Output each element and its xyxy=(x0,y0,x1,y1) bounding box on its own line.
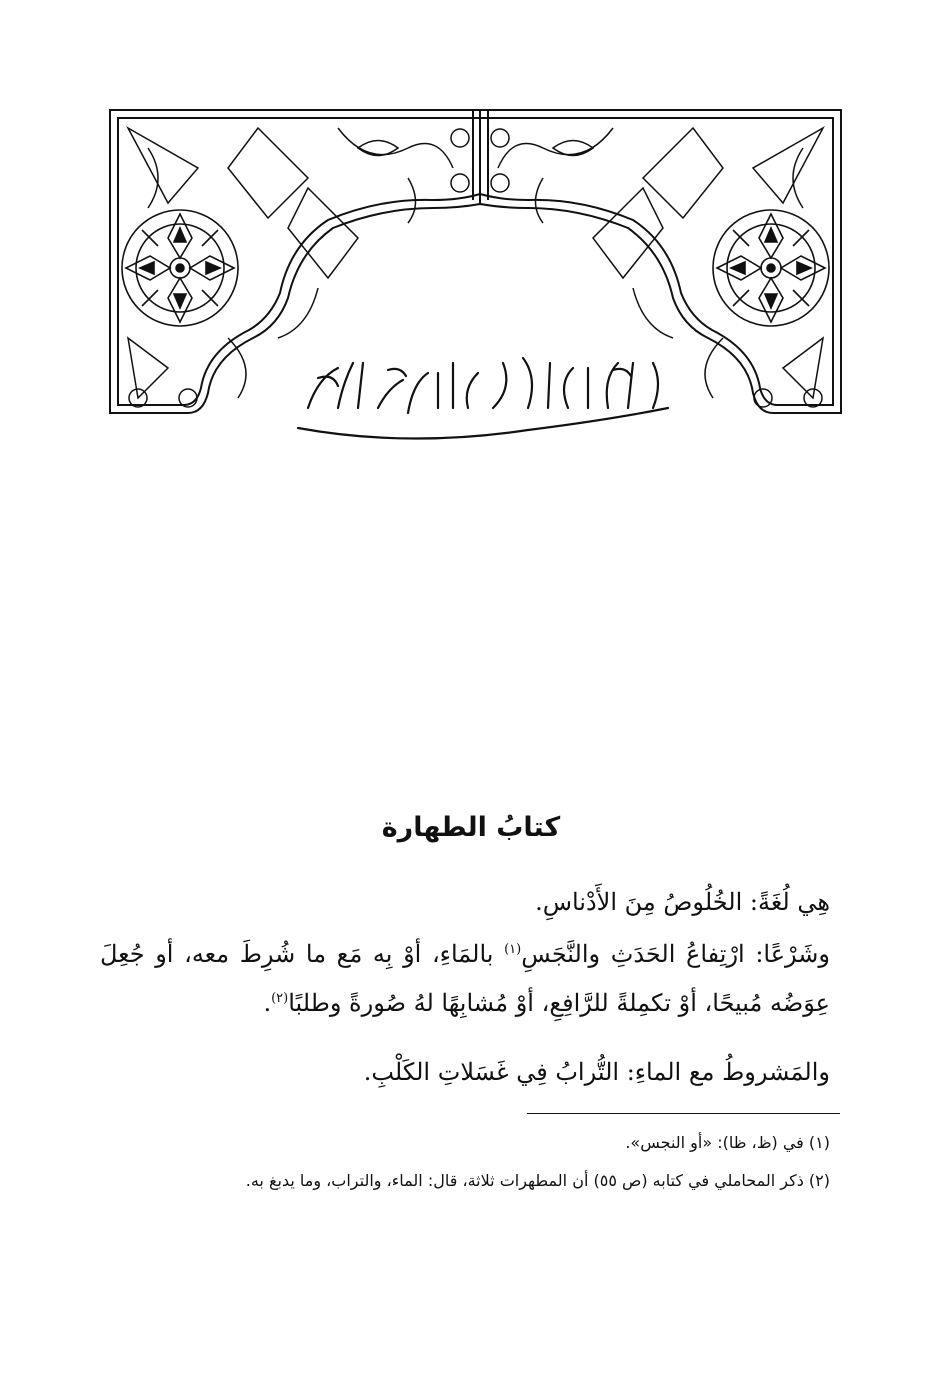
paragraph-text: بالمَاءِ، أوْ بِه مَع ما شُرِطَ معه، أو جُعِلَ عِوَضُه مُبيحًا، أوْ تكمِلةً للرَّافِعِ، أوْ مُشابِهًا لهُ صُورةً وطلبًا xyxy=(100,940,830,1017)
footnote-2: (٢) ذكر المحاملي في كتابه (ص ٥٥) أن المطهرات ثلاثة، قال: الماء، والتراب، وما يدبغ به. xyxy=(245,1171,830,1190)
paragraph-text: . xyxy=(263,989,272,1017)
paragraph-text: وشَرْعًا: ارْتِفاعُ الحَدَثِ والنَّجَسِ xyxy=(521,940,830,968)
paragraph-conditions: والمَشروطُ مع الماءِ: التُّرابُ فِي غَسَلاتِ الكَلْبِ. xyxy=(363,1058,830,1086)
paragraph-definition-lugha: هِي لُغَةً: الخُلُوصُ مِنَ الأَدْناسِ. xyxy=(535,888,830,916)
basmala-calligraphy xyxy=(298,358,668,439)
paragraph-definition-shar xyxy=(100,930,830,1028)
chapter-title: كتابُ الطهارة xyxy=(381,812,561,843)
footnote-1: (١) في (ظ، ظا): «أو النجس». xyxy=(625,1133,830,1152)
footnote-divider xyxy=(527,1113,840,1114)
header-ornament xyxy=(108,108,843,463)
footnote-ref-2[interactable]: (٢) xyxy=(271,991,289,1006)
rosette-right xyxy=(713,210,829,326)
footnote-ref-1[interactable]: (١) xyxy=(504,942,522,957)
rosette-left xyxy=(122,210,238,326)
